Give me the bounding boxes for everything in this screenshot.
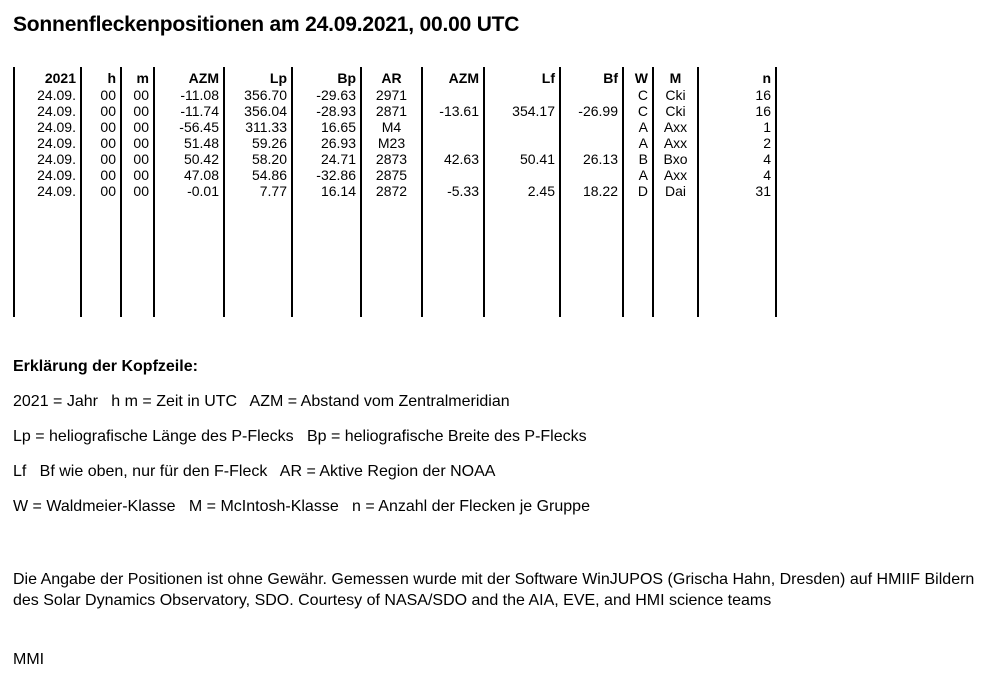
column-header: h xyxy=(107,70,116,86)
table-cell: 00 xyxy=(133,119,149,135)
table-cell: 00 xyxy=(100,183,116,199)
table-cell: 00 xyxy=(133,183,149,199)
table-cell: 31 xyxy=(755,183,771,199)
table-cell: 00 xyxy=(133,135,149,151)
legend-line: W = Waldmeier-Klasse M = McIntosh-Klasse n = Anzahl der Flecken je Gruppe xyxy=(13,498,590,515)
page-title: Sonnenfleckenpositionen am 24.09.2021, 00.00 UTC xyxy=(13,13,520,36)
legend-line: Lp = heliografische Länge des P-Flecks Bp = heliografische Breite des P-Flecks xyxy=(13,428,587,445)
table-cell: 24.71 xyxy=(320,151,356,167)
table-cell: 311.33 xyxy=(245,119,287,135)
column-ar xyxy=(360,67,421,317)
table-cell: 2873 xyxy=(375,151,408,167)
table-cell: Bxo xyxy=(663,151,688,167)
table-cell: 4 xyxy=(763,151,771,167)
table-cell: M4 xyxy=(381,119,402,135)
table-cell: 16 xyxy=(755,103,771,119)
column-waldmeier xyxy=(622,67,652,317)
table-cell: 00 xyxy=(100,135,116,151)
table-cell: 00 xyxy=(133,103,149,119)
table-cell: Axx xyxy=(663,135,688,151)
table-cell: M23 xyxy=(377,135,406,151)
table-cell: 24.09. xyxy=(37,103,76,119)
table-cell: 356.04 xyxy=(244,103,287,119)
table-cell: A xyxy=(638,135,648,151)
table-cell: -11.08 xyxy=(180,87,219,103)
column-date xyxy=(13,67,80,317)
column-bp xyxy=(291,67,360,317)
table-cell: A xyxy=(638,119,648,135)
column-minute xyxy=(120,67,153,317)
column-lp xyxy=(223,67,291,317)
disclaimer-note: Die Angabe der Positionen ist ohne Gewähr. Gemessen wurde mit der Software WinJUPOS (Grischa Hahn, Dresden) auf HMIIF Bildern des Solar Dynamics Observatory, SDO. Courtesy of NASA/SDO and the AIA, EVE, and HMI science teams xyxy=(13,571,975,609)
table-cell: C xyxy=(637,87,648,103)
table-cell: 2871 xyxy=(375,103,408,119)
table-cell: -13.61 xyxy=(439,103,479,119)
table-cell: 00 xyxy=(100,87,116,103)
table-cell: 50.41 xyxy=(519,151,555,167)
table-cell: B xyxy=(638,151,648,167)
table-cell: Axx xyxy=(663,167,688,183)
sunspot-table xyxy=(13,67,783,319)
table-cell: 18.22 xyxy=(582,183,618,199)
table-cell: Axx xyxy=(663,119,688,135)
table-cell: 58.20 xyxy=(251,151,287,167)
table-cell: -29.63 xyxy=(316,87,356,103)
table-cell: 2872 xyxy=(375,183,408,199)
table-cell: 16.14 xyxy=(320,183,356,199)
table-cell: 00 xyxy=(133,151,149,167)
table-cell: -0.01 xyxy=(187,183,219,199)
table-cell: 47.08 xyxy=(183,167,219,183)
table-cell: -26.99 xyxy=(578,103,618,119)
table-cell: Dai xyxy=(664,183,686,199)
column-mcintosh xyxy=(652,67,697,317)
column-header: Lf xyxy=(541,70,555,86)
table-cell: 16 xyxy=(755,87,771,103)
table-cell: -28.93 xyxy=(316,103,356,119)
column-header: M xyxy=(669,70,682,86)
table-cell: 24.09. xyxy=(37,167,76,183)
table-cell: 26.13 xyxy=(582,151,618,167)
table-cell: 356.70 xyxy=(244,87,287,103)
table-cell: 24.09. xyxy=(37,183,76,199)
table-cell: 7.77 xyxy=(259,183,287,199)
table-cell: 2 xyxy=(763,135,771,151)
table-cell: 00 xyxy=(100,151,116,167)
table-cell: 24.09. xyxy=(37,151,76,167)
column-hour xyxy=(80,67,120,317)
table-cell: 354.17 xyxy=(512,103,555,119)
column-header: n xyxy=(762,70,771,86)
table-cell: -5.33 xyxy=(447,183,479,199)
column-header: AR xyxy=(381,70,402,86)
table-cell: Cki xyxy=(665,87,686,103)
signature: MMI xyxy=(13,651,45,668)
table-cell: 00 xyxy=(100,167,116,183)
table-cell: 4 xyxy=(763,167,771,183)
table-cell: Cki xyxy=(665,103,686,119)
legend-line: 2021 = Jahr h m = Zeit in UTC AZM = Abstand vom Zentralmeridian xyxy=(13,393,510,410)
table-cell: 00 xyxy=(133,87,149,103)
table-cell: 50.42 xyxy=(183,151,219,167)
table-cell: 16.65 xyxy=(320,119,356,135)
table-cell: 24.09. xyxy=(37,119,76,135)
legend-line: Lf Bf wie oben, nur für den F-Fleck AR = Aktive Region der NOAA xyxy=(13,463,496,480)
column-header: Bp xyxy=(337,70,356,86)
table-cell: 24.09. xyxy=(37,135,76,151)
explanation-title: Erklärung der Kopfzeile: xyxy=(13,358,198,375)
table-cell: -11.74 xyxy=(180,103,219,119)
table-cell: 00 xyxy=(100,103,116,119)
table-cell: 00 xyxy=(133,167,149,183)
table-cell: 00 xyxy=(100,119,116,135)
column-bf xyxy=(559,67,622,317)
table-cell: 1 xyxy=(763,119,771,135)
column-azm-p xyxy=(153,67,223,317)
column-header: m xyxy=(136,70,149,86)
table-cell: A xyxy=(638,167,648,183)
table-cell: 59.26 xyxy=(251,135,287,151)
table-cell: C xyxy=(637,103,648,119)
column-header: Lp xyxy=(269,70,287,86)
table-cell: 2.45 xyxy=(527,183,555,199)
table-cell: 24.09. xyxy=(37,87,76,103)
column-lf xyxy=(483,67,559,317)
table-cell: 2875 xyxy=(375,167,408,183)
column-count xyxy=(697,67,777,317)
table-cell: 42.63 xyxy=(443,151,479,167)
table-cell: -32.86 xyxy=(316,167,356,183)
column-azm-f xyxy=(421,67,483,317)
column-header: 2021 xyxy=(44,70,76,86)
table-cell: 26.93 xyxy=(320,135,356,151)
table-cell: 2971 xyxy=(375,87,408,103)
column-header: AZM xyxy=(188,70,219,86)
column-header: W xyxy=(634,70,648,86)
table-cell: D xyxy=(637,183,648,199)
table-cell: -56.45 xyxy=(179,119,219,135)
column-header: AZM xyxy=(448,70,479,86)
column-header: Bf xyxy=(603,70,618,86)
table-cell: 54.86 xyxy=(251,167,287,183)
table-cell: 51.48 xyxy=(183,135,219,151)
